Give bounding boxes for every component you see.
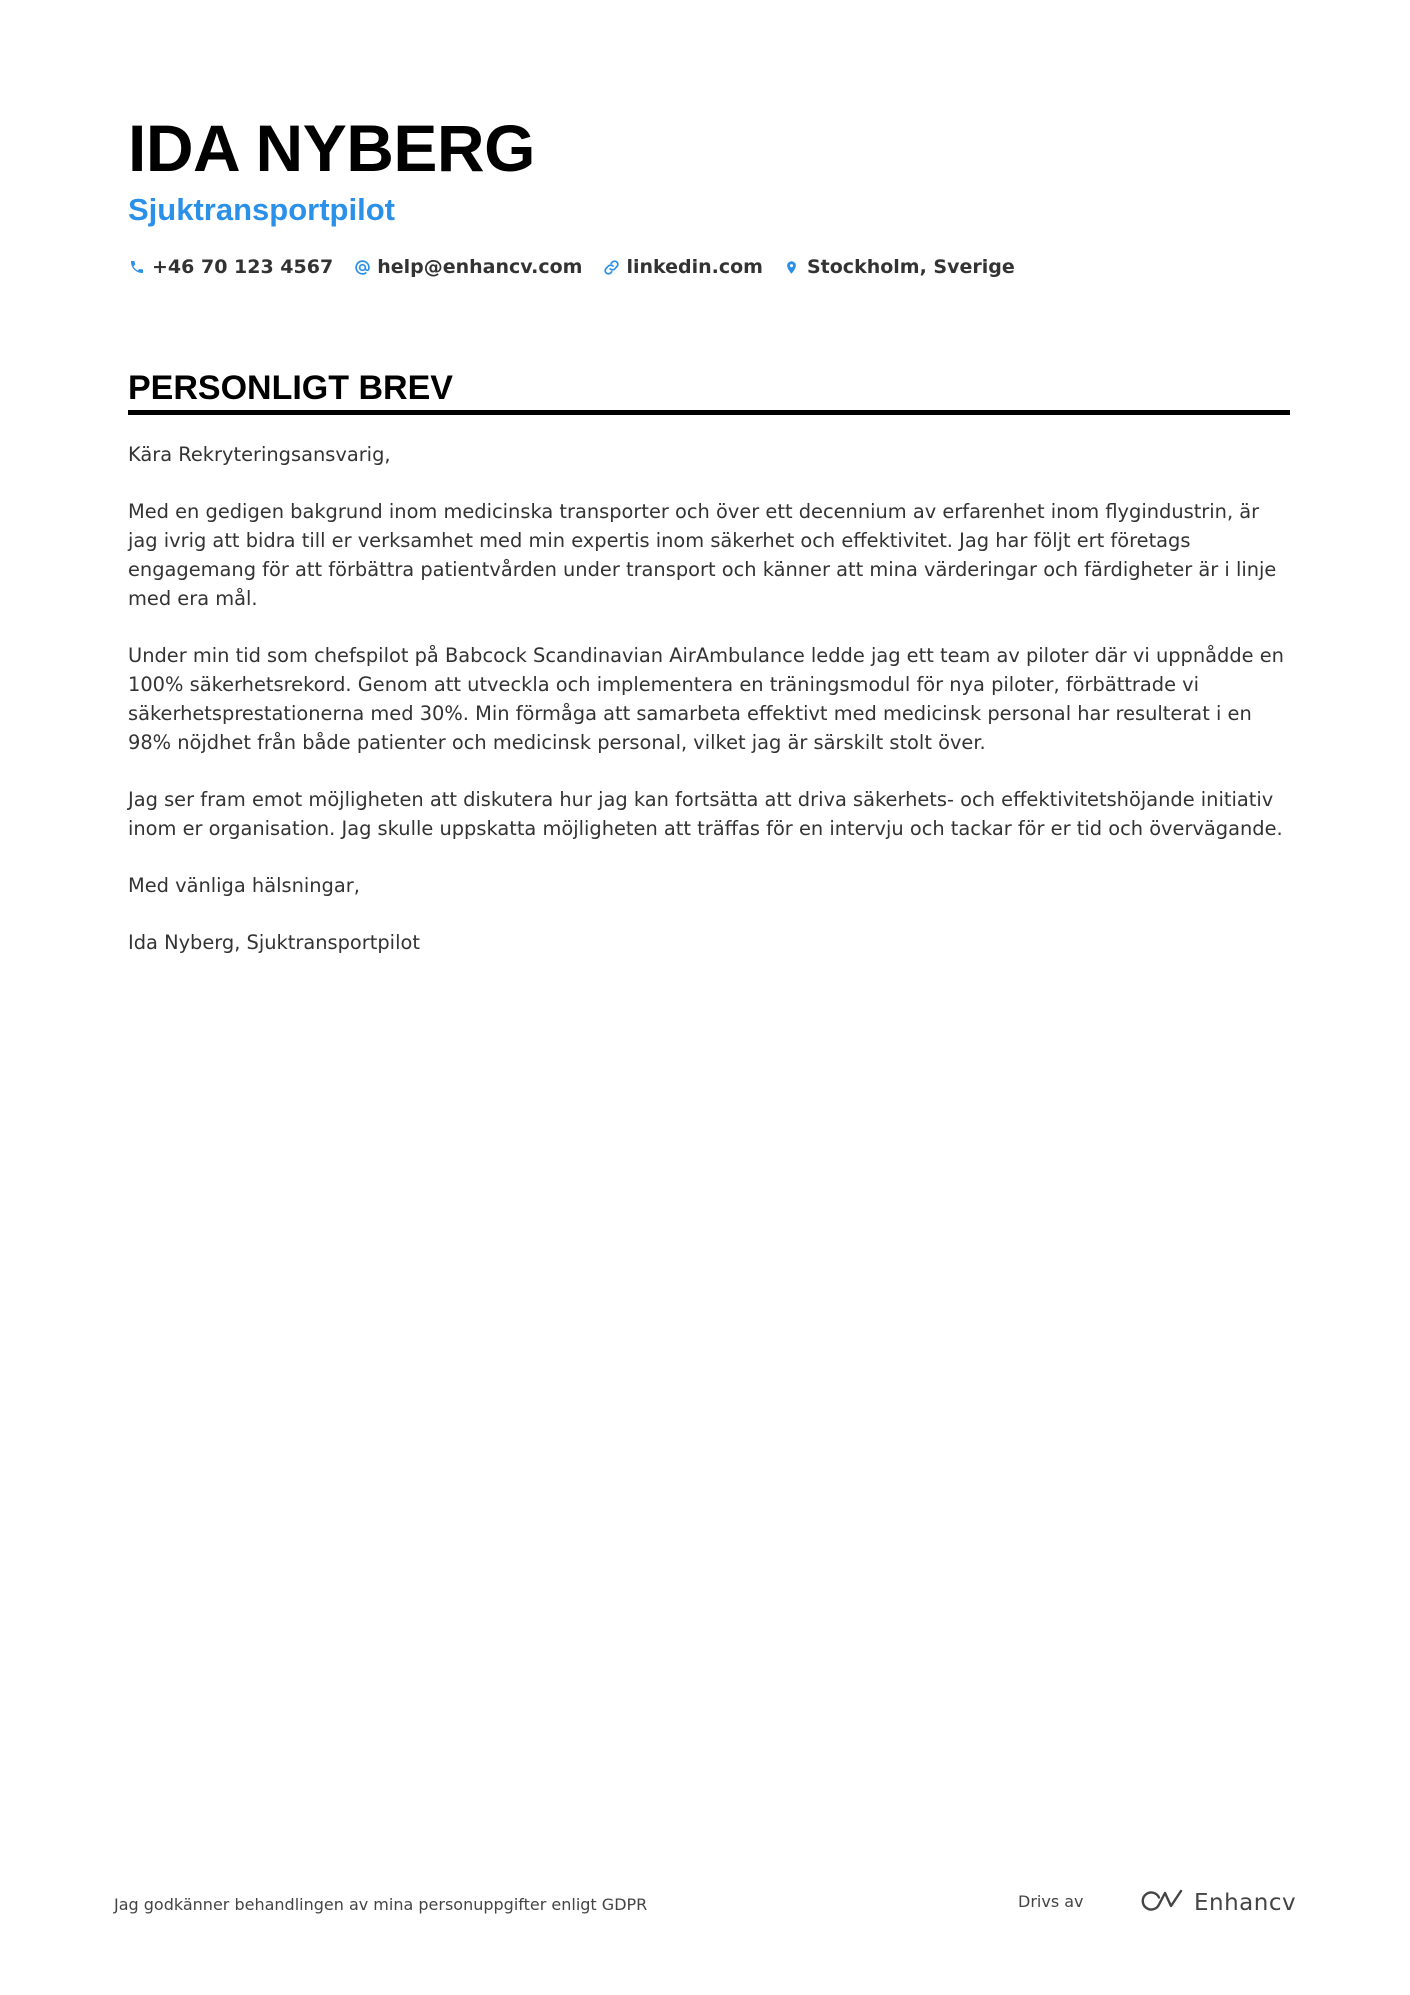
contact-linkedin-text[interactable]: linkedin.com [626,256,763,278]
contact-email[interactable] [353,256,582,278]
contact-phone-text: +46 70 123 4567 [152,256,334,278]
letter-paragraph: Jag ser fram emot möjligheten att diskutera hur jag kan fortsätta att driva säkerhets- och effektivitetshöjande initiativ inom er organisation. Jag skulle uppskatta möjligheten att träffas för en intervju och tackar för er tid och övervägande. [128,788,1283,840]
contact-location [783,256,1015,278]
letter-paragraph: Under min tid som chefspilot på Babcock Scandinavian AirAmbulance ledde jag ett team av piloter där vi uppnådde en 100% säkerhetsrekord. Genom att utveckla och implementera en träningsmodul för nya piloter, förbättrade vi säkerhetsprestationerna med 30%. Min förmåga att samarbeta effektivt med medicinsk personal har resulterat i en 98% nöjdhet från både patienter och medicinsk personal, vilket jag är särskilt stolt över. [128,644,1284,754]
letter-paragraph: Med en gedigen bakgrund inom medicinska transporter och över ett decennium av erfarenhet inom flygindustrin, är jag ivrig att bidra till er verksamhet med min expertis inom säkerhet och effektivitet. Jag har följt ert företags engagemang för att förbättra patientvården under transport och känner att mina värderingar och färdigheter är i linje med era mål. [128,500,1277,610]
letter-signature: Ida Nyberg, Sjuktransportpilot [128,931,420,954]
letter-body [128,440,1293,985]
contact-info [128,252,1035,282]
enhancv-logo[interactable] [1138,1883,1296,1923]
section-divider [128,410,1290,415]
powered-by-text: Drivs av [1018,1892,1084,1911]
at-icon [353,258,371,276]
phone-icon [128,258,146,276]
location-pin-icon [783,258,801,276]
gdpr-consent-text: Jag godkänner behandlingen av mina personuppgifter enligt GDPR [114,1895,648,1914]
link-icon [602,258,620,276]
enhancv-logo-text: Enhancv [1194,1890,1297,1916]
contact-location-text: Stockholm, Sverige [806,256,1015,278]
enhancv-logo-icon [1138,1888,1184,1918]
candidate-title: Sjuktransportpilot [128,192,395,227]
contact-phone [128,256,333,278]
letter-closing: Med vänliga hälsningar, [128,874,360,897]
contact-email-text[interactable]: help@enhancv.com [377,256,583,278]
letter-greeting: Kära Rekryteringsansvarig, [128,443,391,466]
candidate-name: IDA NYBERG [128,111,535,185]
contact-linkedin[interactable] [602,256,763,278]
section-title: PERSONLIGT BREV [128,369,453,407]
